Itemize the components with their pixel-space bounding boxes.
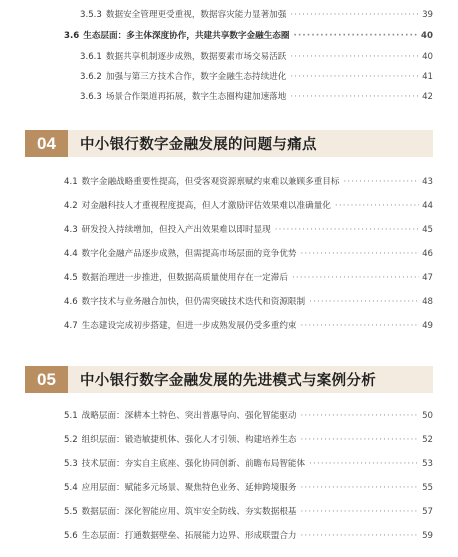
entry-number: 3.6.3 [80,92,102,102]
toc-entry-5-2[interactable] [64,434,433,446]
leader-dots [309,296,419,308]
leader-dots [301,506,420,518]
toc-entry-3-6-1[interactable] [80,51,433,63]
leader-dots [301,248,420,260]
entry-page: 57 [422,507,433,517]
chapter-number: 05 [25,366,68,393]
chapter-title: 中小银行数字金融发展的问题与痛点 [80,137,317,153]
toc-entry-3-6[interactable] [64,30,433,42]
entry-number: 4.1 [64,177,78,187]
entry-title: 生态层面：打通数据壁垒、拓展能力边界、形成联盟合力 [81,531,297,541]
entry-title: 组织层面：锻造敏捷机体、强化人才引领、构建培养生态 [81,435,297,445]
entry-number: 5.4 [64,483,78,493]
toc-entry-3-6-2[interactable] [80,71,433,83]
entry-page: 39 [422,10,433,20]
leader-dots [335,200,419,212]
entry-number: 5.1 [64,411,78,421]
entry-page: 40 [421,31,433,41]
entry-number: 3.5.3 [80,10,102,20]
entry-number: 4.6 [64,297,78,307]
toc-entry-5-5[interactable] [64,506,433,518]
toc-entry-4-5[interactable] [64,272,433,284]
leader-dots [344,176,420,188]
leader-dots [301,410,420,422]
leader-dots [290,91,419,103]
chapter-title: 中小银行数字金融发展的先进模式与案例分析 [80,373,376,389]
entry-title: 生态层面：多主体深度协作，共建共享数字金融生态圈 [83,31,290,41]
entry-page: 55 [422,483,433,493]
entry-page: 50 [422,411,433,421]
entry-number: 3.6 [64,31,80,41]
toc-entry-3-6-3[interactable] [80,91,433,103]
toc-entry-4-2[interactable] [64,200,433,212]
entry-title: 场景合作渠道再拓展，数字生态圈构建加速落地 [105,92,287,102]
leader-dots [301,320,420,332]
entry-title: 应用层面：赋能多元场景、聚焦特色业务、延伸跨境服务 [81,483,297,493]
entry-page: 42 [422,92,433,102]
leader-dots [301,530,420,542]
entry-number: 4.3 [64,225,78,235]
entry-title: 数字金融战略重要性提高，但受客观资源禀赋约束难以兼顾多重目标 [81,177,340,187]
leader-dots [309,458,419,470]
entry-title: 数据安全管理更受重视，数据容灾能力显著加强 [105,10,287,20]
entry-number: 4.2 [64,201,78,211]
entry-title: 技术层面：夯实自主底座、强化协同创新、前瞻布局智能体 [81,459,306,469]
entry-page: 53 [422,459,433,469]
chapter-05-header[interactable] [25,366,433,393]
entry-page: 43 [422,177,433,187]
entry-page: 45 [422,225,433,235]
entry-number: 3.6.2 [80,72,102,82]
entry-page: 59 [422,531,433,541]
leader-dots [301,482,420,494]
entry-page: 41 [422,72,433,82]
toc-entry-4-3[interactable] [64,224,433,236]
entry-number: 5.2 [64,435,78,445]
toc-entry-3-5-3[interactable] [80,9,433,21]
entry-number: 4.5 [64,273,78,283]
toc-entry-4-4[interactable] [64,248,433,260]
entry-number: 5.5 [64,507,78,517]
entry-number: 5.6 [64,531,78,541]
chapter-04-header[interactable] [25,130,433,157]
entry-page: 48 [422,297,433,307]
entry-number: 5.3 [64,459,78,469]
entry-title: 数字技术与业务融合加快，但仍需突破技术迭代和资源限制 [81,297,306,307]
entry-title: 战略层面：深耕本土特色、突出普惠导向、强化智能驱动 [81,411,297,421]
entry-title: 数据层面：深化智能应用、筑牢安全防线、夯实数据根基 [81,507,297,517]
entry-page: 40 [422,52,433,62]
entry-page: 52 [422,435,433,445]
leader-dots [290,71,419,83]
chapter-number: 04 [25,130,68,157]
entry-title: 研发投入持续增加，但投入产出效果难以即时显现 [81,225,271,235]
entry-number: 4.4 [64,249,78,259]
entry-title: 数据治理进一步推进，但数据高质量使用存在一定滞后 [81,273,288,283]
leader-dots [290,51,419,63]
entry-title: 数字化金融产品逐步成熟，但需提高市场层面的竞争优势 [81,249,297,259]
entry-title: 对金融科技人才重视程度提高，但人才激励评估效果难以准确量化 [81,201,331,211]
toc-entry-5-1[interactable] [64,410,433,422]
entry-page: 49 [422,321,433,331]
entry-page: 44 [422,201,433,211]
toc-entry-4-7[interactable] [64,320,433,332]
toc-entry-5-3[interactable] [64,458,433,470]
leader-dots [301,434,420,446]
leader-dots [275,224,419,236]
entry-page: 46 [422,249,433,259]
toc-entry-5-4[interactable] [64,482,433,494]
entry-number: 4.7 [64,321,78,331]
leader-dots [294,30,419,42]
leader-dots [290,9,419,21]
entry-number: 3.6.1 [80,52,102,62]
entry-title: 数据共享机制逐步成熟，数据要素市场交易活跃 [105,52,287,62]
entry-title: 生态建设完成初步搭建，但进一步成熟发展仍受多重约束 [81,321,297,331]
toc-entry-5-6[interactable] [64,530,433,542]
entry-title: 加强与第三方技术合作，数字金融生态持续进化 [105,72,287,82]
leader-dots [292,272,419,284]
toc-entry-4-1[interactable] [64,176,433,188]
toc-entry-4-6[interactable] [64,296,433,308]
entry-page: 47 [422,273,433,283]
